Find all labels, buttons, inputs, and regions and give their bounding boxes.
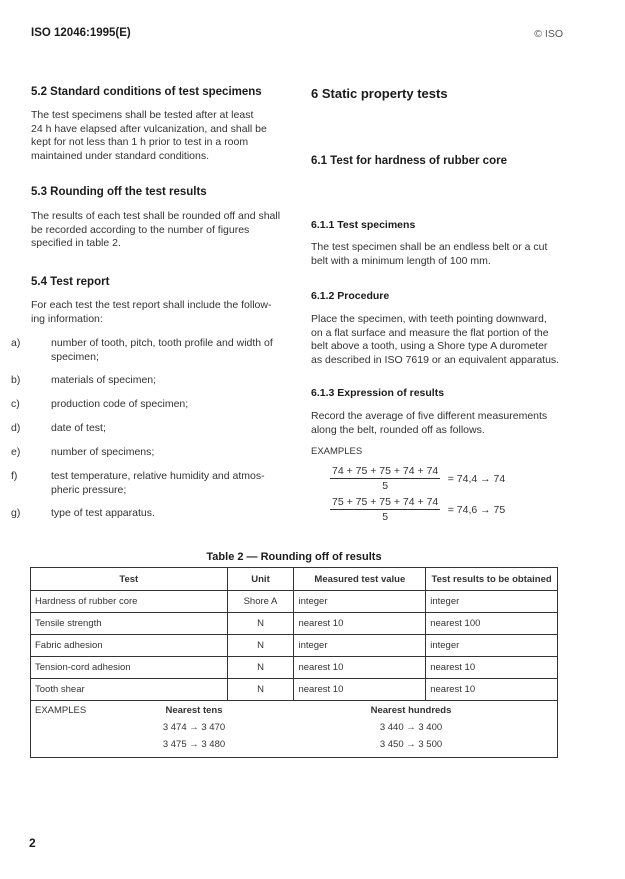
list-text: number of tooth, pitch, tooth profile and width of specimen; xyxy=(51,337,273,363)
section-6-1-3-body xyxy=(311,410,566,437)
section-5-2-line: maintained under standard conditions. xyxy=(31,149,210,162)
section-5-4-title: 5.4 Test report xyxy=(31,276,110,288)
section-6-1-2-body xyxy=(311,313,566,367)
list-item-d xyxy=(11,422,283,436)
section-6-1-1-title: 6.1.1 Test specimens xyxy=(311,219,416,231)
nearest-tens-title: Nearest tens xyxy=(165,705,223,716)
table-cell: N xyxy=(227,679,294,701)
section-6-title: 6 Static property tests xyxy=(311,86,448,101)
list-text: date of test; xyxy=(51,422,106,434)
nearest-tens-example: 3 474 → 3 470 xyxy=(162,722,226,733)
table-cell: nearest 10 xyxy=(294,613,426,635)
list-item-b xyxy=(11,374,283,388)
table-cell: integer xyxy=(294,591,426,613)
section-5-2-body xyxy=(31,109,283,163)
column-header: Test results to be obtained xyxy=(426,568,558,591)
table-cell: nearest 10 xyxy=(426,679,558,701)
numerator: 75 + 75 + 75 + 74 + 74 xyxy=(332,496,439,508)
copyright-mark: © ISO xyxy=(534,28,563,40)
table-cell: nearest 100 xyxy=(426,613,558,635)
list-text: type of test apparatus. xyxy=(51,507,155,519)
section-5-3-line: specified in table 2. xyxy=(31,237,121,249)
section-5-4-intro-line: ing information: xyxy=(31,312,103,325)
table-cell: Tooth shear xyxy=(31,679,228,701)
column-header: Unit xyxy=(227,568,294,591)
examples-label: EXAMPLES xyxy=(311,446,363,457)
table-row xyxy=(31,591,558,613)
fraction xyxy=(330,465,440,492)
list-item-g xyxy=(11,507,283,521)
section-5-4-intro xyxy=(31,299,283,326)
list-key: c) xyxy=(11,398,20,410)
section-6-1-title: 6.1 Test for hardness of rubber core xyxy=(311,155,507,167)
nearest-tens-example: 3 475 → 3 480 xyxy=(162,739,226,750)
list-key: a) xyxy=(11,337,21,349)
table-cell: Tension-cord adhesion xyxy=(31,657,228,679)
table-2-caption: Table 2 — Rounding off of results xyxy=(206,551,382,563)
list-item-c xyxy=(11,398,283,412)
list-item-e xyxy=(11,446,283,460)
section-6-1-2-title: 6.1.2 Procedure xyxy=(311,290,390,302)
equation-1 xyxy=(330,465,505,492)
table-cell: N xyxy=(227,613,294,635)
table-cell: integer xyxy=(426,635,558,657)
section-5-2-line: The test specimens shall be tested after at least xyxy=(31,109,254,121)
section-6-1-2-line: on a flat surface and measure the flat portion of the xyxy=(311,326,549,339)
list-key: g) xyxy=(11,507,21,519)
column-header: Test xyxy=(31,568,228,591)
table-cell: Tensile strength xyxy=(31,613,228,635)
table-row xyxy=(31,657,558,679)
table-row xyxy=(31,679,558,701)
nearest-hundreds-title: Nearest hundreds xyxy=(370,705,452,716)
section-5-3-body xyxy=(31,210,283,251)
table-cell: nearest 10 xyxy=(294,657,426,679)
list-item-a xyxy=(11,337,283,364)
section-5-2-title: 5.2 Standard conditions of test specimens xyxy=(31,86,262,98)
section-6-1-3-line: Record the average of five different measurements xyxy=(311,410,548,422)
table-header-row xyxy=(31,568,558,591)
nearest-hundreds-example: 3 440 → 3 400 xyxy=(379,722,443,733)
numerator: 74 + 75 + 75 + 74 + 74 xyxy=(332,465,439,477)
section-6-1-1-line: The test specimen shall be an endless belt or a cut xyxy=(311,241,548,253)
page-number: 2 xyxy=(29,836,36,850)
list-text: production code of specimen; xyxy=(51,398,189,410)
table-cell: integer xyxy=(426,591,558,613)
table-row xyxy=(31,635,558,657)
list-key: d) xyxy=(11,422,21,434)
column-header: Measured test value xyxy=(294,568,426,591)
list-text: materials of specimen; xyxy=(51,374,157,386)
table-cell: N xyxy=(227,635,294,657)
list-key: e) xyxy=(11,446,21,458)
table-2 xyxy=(30,567,558,758)
section-6-1-1-line: belt with a minimum length of 100 mm. xyxy=(311,254,491,267)
table-examples-row xyxy=(31,701,558,758)
table-cell: Shore A xyxy=(227,591,294,613)
list-item-f xyxy=(11,470,283,497)
section-6-1-2-line: as described in ISO 7619 or an equivalent apparatus. xyxy=(311,353,560,366)
table-cell: nearest 10 xyxy=(426,657,558,679)
section-5-3-title: 5.3 Rounding off the test results xyxy=(31,186,207,198)
table-cell: integer xyxy=(294,635,426,657)
section-5-2-line: kept for not less than 1 h prior to test in a room xyxy=(31,136,249,148)
nearest-hundreds-example: 3 450 → 3 500 xyxy=(379,739,443,750)
section-5-4-intro-line: For each test the test report shall include the follow- xyxy=(31,299,272,311)
section-6-1-1-body xyxy=(311,241,566,268)
fraction xyxy=(330,496,440,523)
table-row xyxy=(31,613,558,635)
table-cell: nearest 10 xyxy=(294,679,426,701)
section-6-1-2-line: Place the specimen, with teeth pointing downward, xyxy=(311,313,547,325)
section-6-1-3-line: along the belt, rounded off as follows. xyxy=(311,423,485,436)
section-6-1-2-line: belt above a tooth, using a Shore type A durometer xyxy=(311,340,548,352)
table-examples-cell xyxy=(31,701,558,758)
section-5-3-line: The results of each test shall be rounded off and shall xyxy=(31,210,281,222)
table-examples-label: EXAMPLES xyxy=(35,705,87,716)
table-cell: N xyxy=(227,657,294,679)
section-6-1-3-title: 6.1.3 Expression of results xyxy=(311,387,445,399)
denominator: 5 xyxy=(382,480,389,492)
section-5-2-line: 24 h have elapsed after vulcanization, and shall be xyxy=(31,122,267,135)
document-id: ISO 12046:1995(E) xyxy=(31,27,131,39)
nearest-tens-block xyxy=(149,705,239,750)
nearest-hundreds-block xyxy=(356,705,466,750)
section-5-3-line: be recorded according to the number of figures xyxy=(31,223,250,236)
equation-result: = 74,4 → 74 xyxy=(447,472,506,485)
equation-result: = 74,6 → 75 xyxy=(447,503,506,516)
list-text: number of specimens; xyxy=(51,446,155,458)
table-cell: Fabric adhesion xyxy=(31,635,228,657)
list-text: test temperature, relative humidity and atmos-pheric pressure; xyxy=(51,470,265,496)
list-key: f) xyxy=(11,470,18,482)
denominator: 5 xyxy=(382,511,389,523)
table-cell: Hardness of rubber core xyxy=(31,591,228,613)
equation-2 xyxy=(330,496,505,523)
list-key: b) xyxy=(11,374,21,386)
